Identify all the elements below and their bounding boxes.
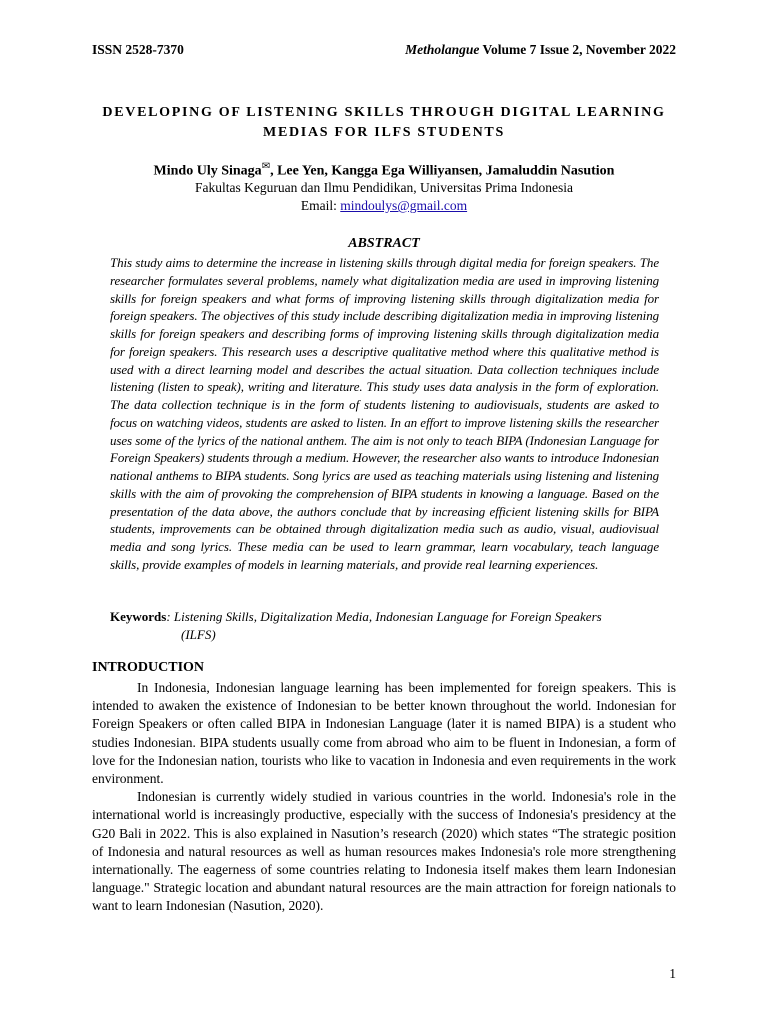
envelope-icon: ✉ bbox=[261, 161, 271, 172]
keywords-line bbox=[110, 608, 659, 626]
issn-header: ISSN 2528-7370 bbox=[92, 42, 184, 57]
keywords-continuation: (ILFS) bbox=[181, 627, 216, 642]
abstract-body: This study aims to determine the increase in listening skills through digital media for foreign speakers. The researcher formulates several problems, namely what digitalization media are used in improving listening skills for foreign speakers and what forms of improving listening skills through digitalization media for foreign speakers. The objectives of this study include describing digitalization media in improving listening skills for foreign speakers and describing forms of improving listening skills through digitalization media for foreign speakers. This research uses a descriptive qualitative method where this qualitative method is used with a direct learning model and describes the actual situation. Data collection techniques include listening (listen to speak), writing and literature. This study uses data analysis in the form of exploration. The data collection technique is in the form of students listening to audiovisuals, students are asked to focus on watching videos, students are asked to listen. In an effort to improve listening skills the researcher uses some of the lyrics of the national anthem. The aim is not only to teach BIPA (Indonesian Language for Foreign Speakers) students through a medium. However, the researcher also wants to introduce Indonesian national anthems to BIPA students. Song lyrics are used as teaching materials using listening and listening skills with the aim of provoking the comprehension of BIPA students in knowing a language. Based on the presentation of the data above, the authors conclude that by increasing efficient listening skills for BIPA students, improvements can be obtained through digitalization media such as audio, visual, audiovisual media and song lyrics. These media can be used to learn grammar, learn vocabulary, teach language skills, provide examples of models in learning materials, and provide real learning experiences. bbox=[110, 255, 659, 572]
abstract-heading: ABSTRACT bbox=[348, 236, 420, 251]
affiliation: Fakultas Keguruan dan Ilmu Pendidikan, Universitas Prima Indonesia bbox=[195, 180, 573, 195]
keywords-label: Keywords bbox=[110, 609, 167, 624]
introduction-heading: INTRODUCTION bbox=[92, 660, 205, 675]
author-list bbox=[92, 161, 676, 180]
first-author: Mindo Uly Sinaga bbox=[153, 163, 262, 179]
journal-header bbox=[405, 42, 676, 58]
introduction-paragraph: Indonesian is currently widely studied in various countries in the world. Indonesia's role in the international world is increasingly productive, especially with the success of Indonesia's presidency at the G20 Bali in 2022. This is also explained in Nasution’s research (2020) which states “The strategic position of Indonesia and natural resources as well as human resources makes Indonesia's role more strengthening internationally. The eagerness of some countries relating to Indonesia itself makes them learn Indonesian language." Strategic location and abundant natural resources are the main attraction for foreign nationals to want to learn Indonesian (Nasution, 2020). bbox=[92, 789, 676, 914]
volume-info: Volume 7 Issue 2, November 2022 bbox=[479, 42, 676, 57]
journal-name: Metholangue bbox=[405, 42, 480, 57]
email-label: Email: bbox=[300, 198, 341, 213]
introduction-body bbox=[92, 679, 676, 916]
introduction-paragraph: In Indonesia, Indonesian language learning has been implemented for foreign speakers. This is intended to awaken the existence of Indonesian to be better known throughout the world. Indonesian for Foreign Speakers or often called BIPA in Indonesian Language (later it is named BIPA) is a student who studies Indonesian. BIPA students usually come from abroad who aim to be fluent in Indonesian, a form of love for the Indonesian nation, tourists who like to vacation in Indonesia and even requirements in the work environment. bbox=[92, 680, 676, 787]
email-line bbox=[92, 198, 676, 214]
other-authors: , Lee Yen, Kangga Ega Williyansen, Jamaluddin Nasution bbox=[270, 163, 615, 179]
page-number: 1 bbox=[669, 966, 676, 981]
email-link[interactable]: mindoulys@gmail.com bbox=[340, 198, 468, 213]
keywords-value: : Listening Skills, Digitalization Media, Indonesian Language for Foreign Speakers bbox=[166, 609, 602, 624]
paper-title: DEVELOPING OF LISTENING SKILLS THROUGH DIGITAL LEARNING MEDIAS FOR ILFS STUDENTS bbox=[102, 105, 666, 140]
